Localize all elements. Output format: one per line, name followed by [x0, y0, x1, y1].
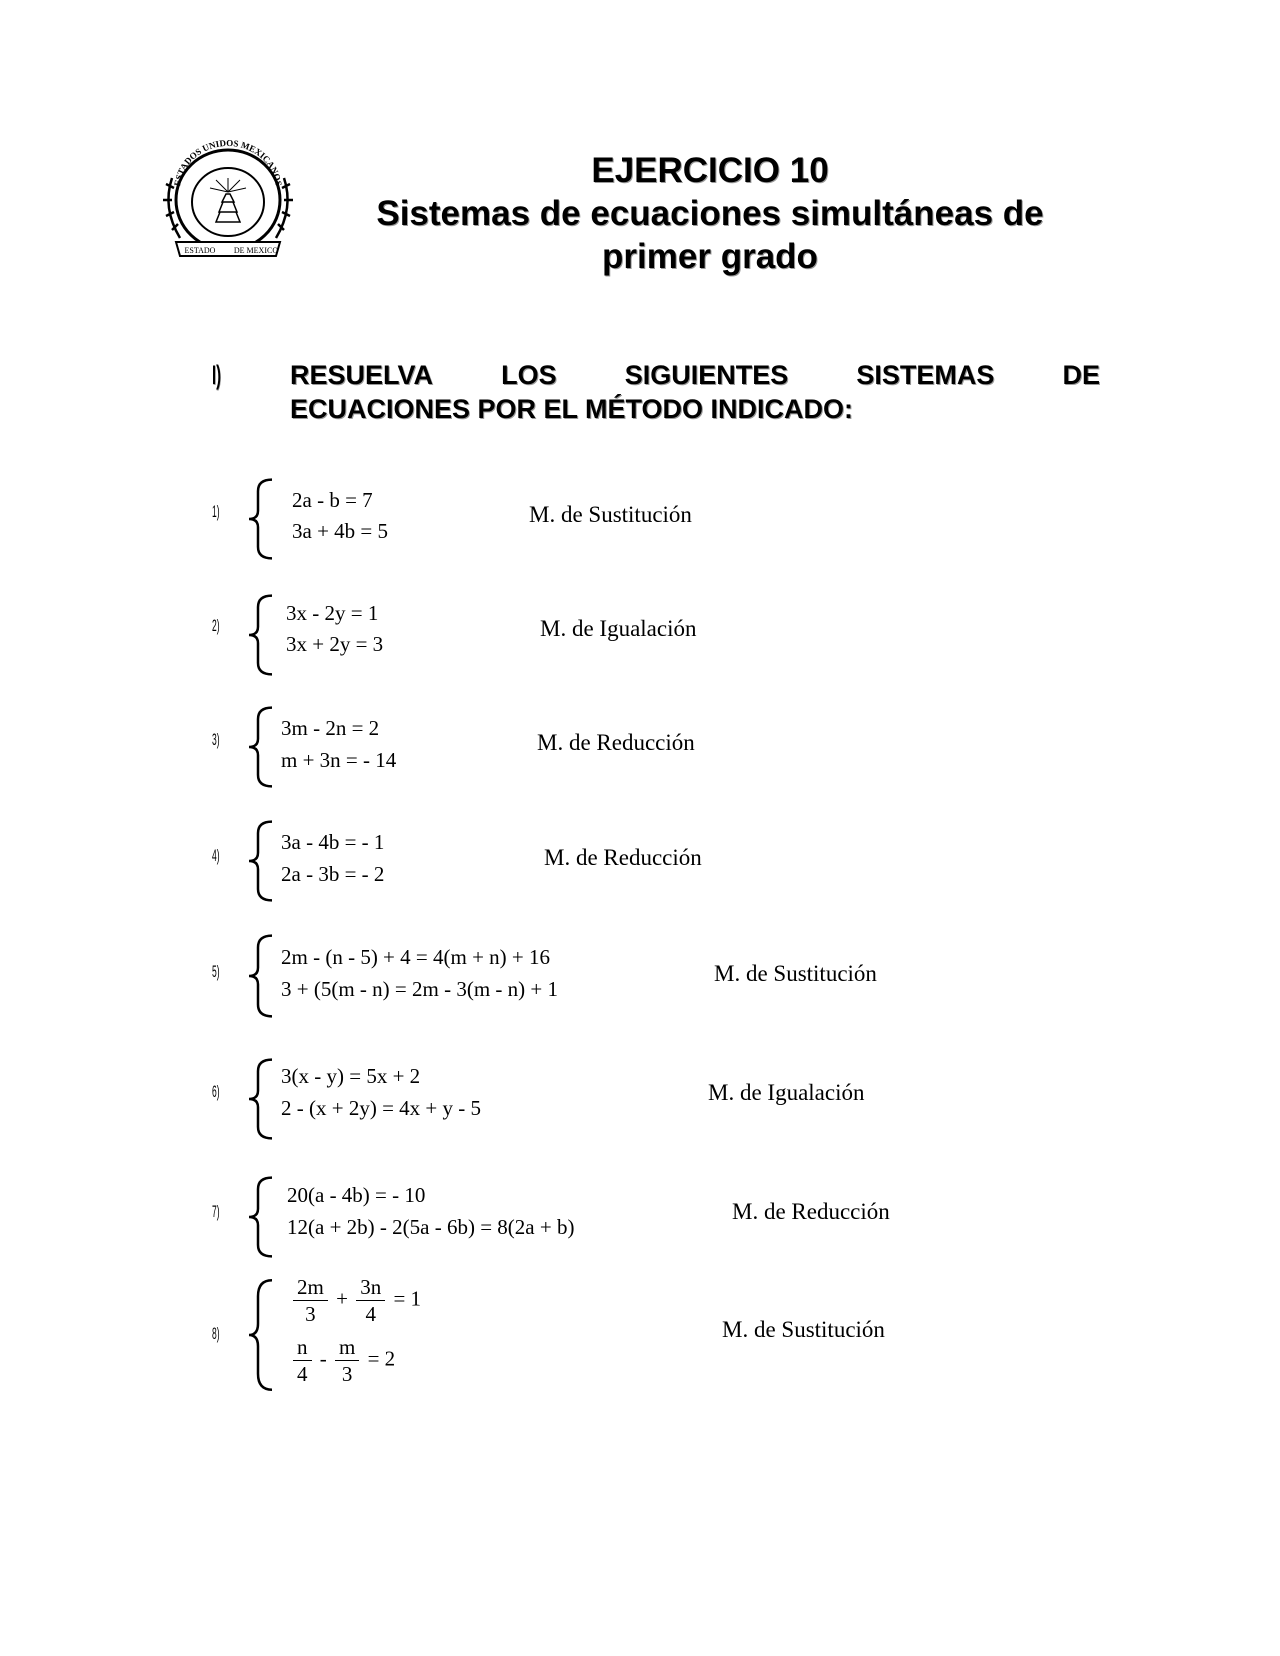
equation: 2m - (n - 5) + 4 = 4(m + n) + 16	[281, 945, 551, 969]
method-label: M. de Sustitución	[529, 502, 692, 527]
left-brace-icon	[246, 1176, 280, 1258]
left-brace-icon	[246, 478, 280, 560]
equation: 2a - 3b = - 2	[281, 862, 385, 886]
fraction-denominator: 4	[297, 1362, 308, 1386]
instruction-word: RESUELVA	[290, 360, 434, 390]
equation: 2a - b = 7	[292, 488, 373, 512]
left-brace-icon	[246, 820, 280, 902]
method-label: M. de Sustitución	[722, 1317, 885, 1342]
seal-bottom-left-text: ESTADO	[184, 246, 216, 255]
fraction-equation	[290, 1334, 395, 1387]
equation: 2 - (x + 2y) = 4x + y - 5	[281, 1096, 482, 1120]
method-label: M. de Reducción	[537, 730, 695, 755]
left-brace-icon	[246, 706, 280, 788]
exercise-number: 1)	[212, 502, 220, 521]
equation: 3x + 2y = 3	[286, 632, 384, 656]
equation: 12(a + 2b) - 2(5a - 6b) = 8(2a + b)	[287, 1215, 575, 1239]
equation-rhs: = 2	[367, 1346, 396, 1371]
left-brace-icon	[246, 1278, 280, 1392]
fraction	[293, 1334, 312, 1387]
operator: -	[319, 1346, 327, 1371]
equation: 3 + (5(m - n) = 2m - 3(m - n) + 1	[281, 977, 558, 1001]
equation: 3a - 4b = - 1	[281, 830, 385, 854]
page-subtitle-line1: Sistemas de ecuaciones simultáneas de	[376, 194, 1044, 233]
instruction-word: LOS	[501, 360, 557, 390]
operator: +	[336, 1286, 348, 1311]
equation-rhs: = 1	[393, 1286, 422, 1311]
method-label: M. de Reducción	[732, 1199, 890, 1224]
method-label: M. de Igualación	[540, 616, 697, 641]
left-brace-icon	[246, 1058, 280, 1140]
fraction-numerator: m	[335, 1334, 359, 1361]
left-brace-icon	[246, 594, 280, 676]
equation: 3x - 2y = 1	[286, 601, 379, 625]
equation: 20(a - 4b) = - 10	[287, 1183, 426, 1207]
fraction-denominator: 3	[305, 1302, 316, 1326]
instruction-line2: ECUACIONES POR EL MÉTODO INDICADO:	[290, 394, 854, 424]
university-seal-logo	[158, 138, 298, 264]
seal-top-text: ESTADOS UNIDOS MEXICANOS	[172, 138, 284, 187]
instruction-word: SIGUIENTES	[624, 360, 789, 390]
instruction-line1	[290, 360, 1100, 391]
page-title: EJERCICIO 10	[591, 151, 829, 190]
page-subtitle-line2: primer grado	[602, 237, 818, 276]
fraction	[293, 1274, 328, 1327]
fraction-numerator: n	[293, 1334, 312, 1361]
exercise-number: 8)	[212, 1324, 220, 1343]
instruction-word: DE	[1062, 360, 1100, 390]
fraction	[335, 1334, 359, 1387]
equation: m + 3n = - 14	[281, 748, 397, 772]
exercise-number: 2)	[212, 616, 220, 635]
equation: 3m - 2n = 2	[281, 716, 380, 740]
instruction-word: SISTEMAS	[856, 360, 995, 390]
exercise-number: 4)	[212, 846, 220, 865]
fraction	[356, 1274, 385, 1327]
equation: 3a + 4b = 5	[292, 519, 389, 543]
left-brace-icon	[246, 934, 280, 1018]
exercise-number: 7)	[212, 1202, 220, 1221]
exercise-number: 6)	[212, 1082, 220, 1101]
fraction-denominator: 3	[341, 1362, 353, 1386]
method-label: M. de Igualación	[708, 1080, 865, 1105]
method-label: M. de Reducción	[544, 845, 702, 870]
fraction-numerator: 3n	[356, 1274, 385, 1301]
fraction-numerator: 2m	[293, 1274, 328, 1301]
fraction-equation	[290, 1274, 421, 1327]
fraction-denominator: 4	[365, 1302, 376, 1326]
method-label: M. de Sustitución	[714, 961, 877, 986]
exercise-number: 5)	[212, 962, 220, 981]
exercise-number: 3)	[212, 730, 220, 749]
seal-bottom-right-text: DE MEXICO	[233, 246, 279, 255]
section-number: I)	[212, 360, 222, 390]
equation: 3(x - y) = 5x + 2	[281, 1064, 421, 1088]
